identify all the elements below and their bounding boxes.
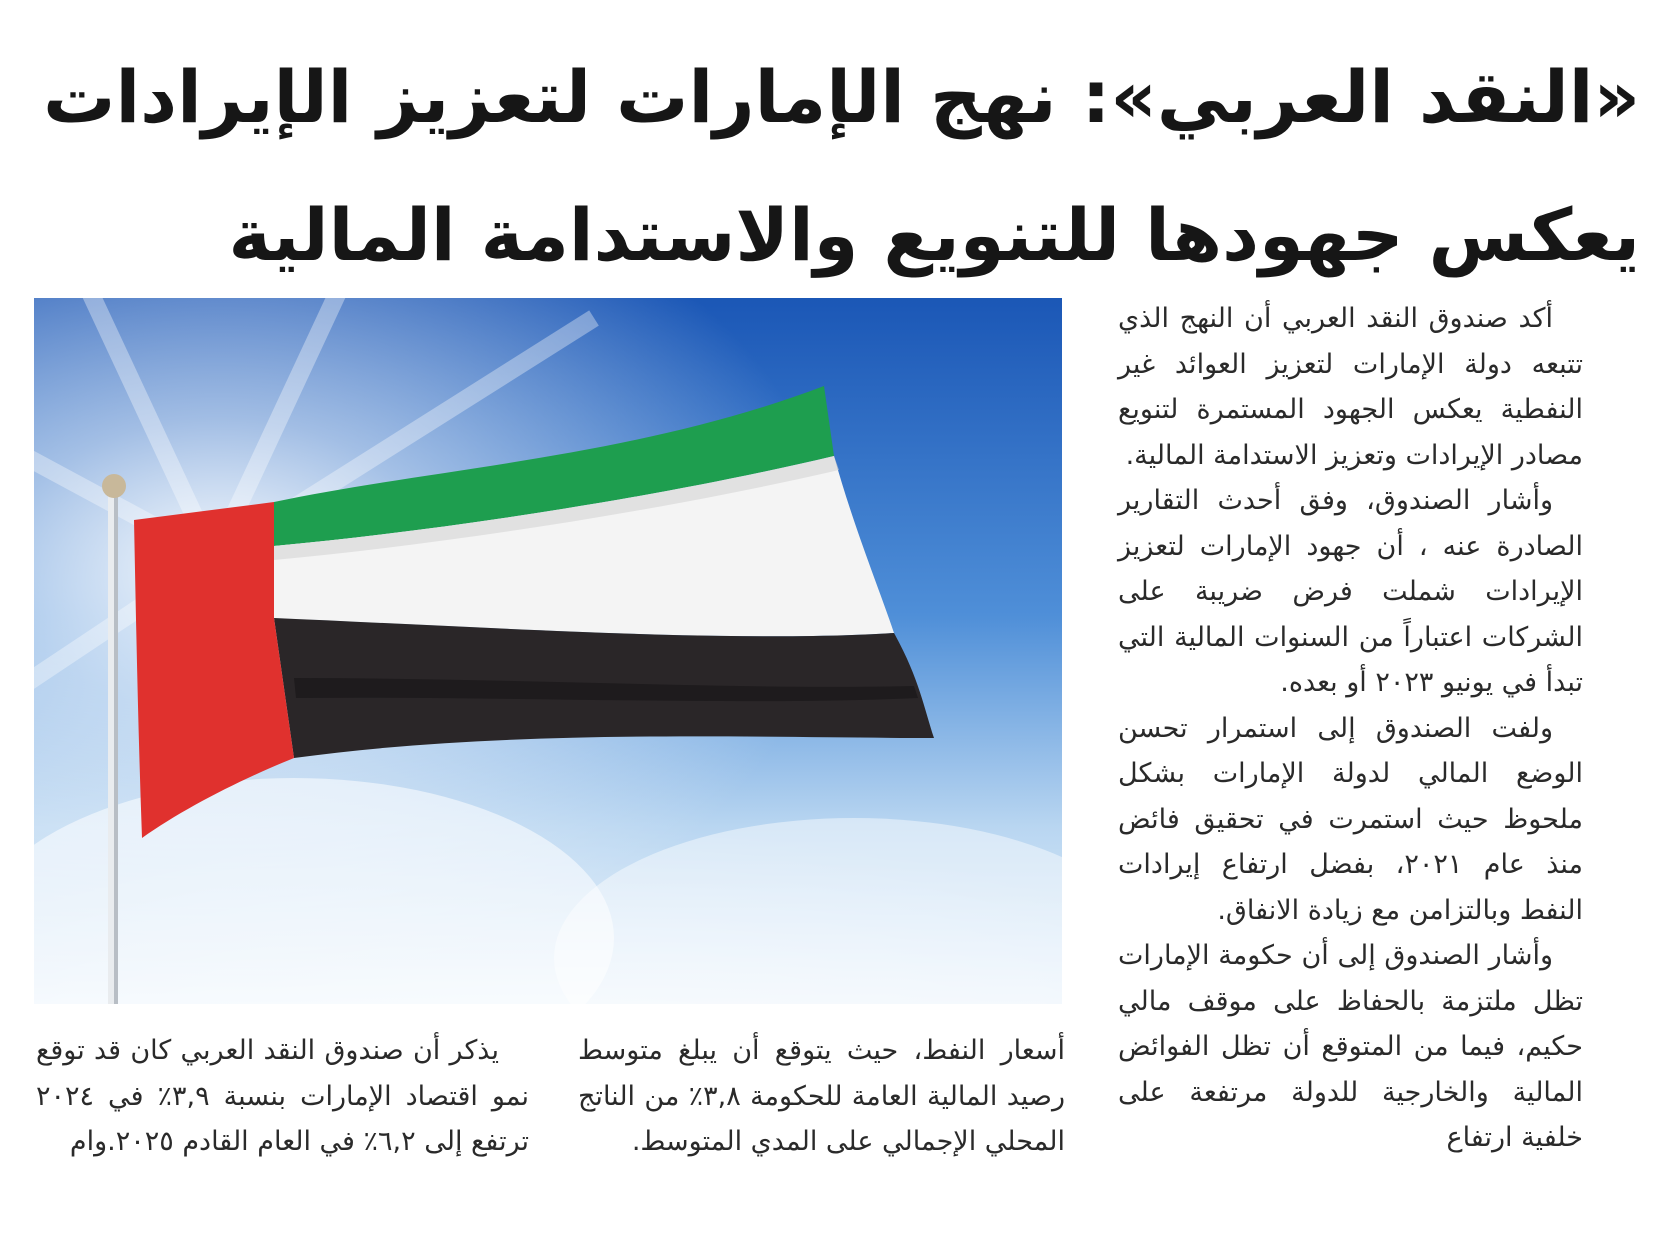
article-column-right <box>1118 296 1583 1161</box>
paragraph: أكد صندوق النقد العربي أن النهج الذي تتبعه دولة الإمارات لتعزيز العوائد غير النفطية يعكس الجهود المستمرة لتنويع مصادر الإيرادات وتعزيز الاستدامة المالية. <box>1118 303 1583 471</box>
paragraph: أسعار النفط، حيث يتوقع أن يبلغ متوسط رصيد المالية العامة للحكومة ٣,٨٪ من الناتج المحلي الإجمالي على المدي المتوسط. <box>578 1035 1065 1157</box>
paragraph: يذكر أن صندوق النقد العربي كان قد توقع نمو اقتصاد الإمارات بنسبة ٣,٩٪ في ٢٠٢٤ ترتفع إلى ٦,٢٪ في العام القادم ٢٠٢٥.وام <box>36 1035 529 1157</box>
paragraph: وأشار الصندوق إلى أن حكومة الإمارات تظل ملتزمة بالحفاظ على موقف مالي حكيم، فيما من المتوقع أن تظل الفوائض المالية والخارجية للدولة مرتفعة على خلفية ارتفاع <box>1118 940 1583 1153</box>
article-column-left <box>36 1028 529 1165</box>
paragraph: وأشار الصندوق، وفق أحدث التقارير الصادرة عنه ، أن جهود الإمارات لتعزيز الإيرادات شملت فرض ضريبة على الشركات اعتباراً من السنوات المالية التي تبدأ في يونيو ٢٠٢٣ أو بعده. <box>1118 485 1583 698</box>
flag-icon <box>34 298 1062 1004</box>
uae-flag-photo <box>34 298 1062 1004</box>
headline: «النقد العربي»: نهج الإمارات لتعزيز الإيرادات يعكس جهودها للتنويع والاستدامة المالية <box>43 55 1640 277</box>
paragraph: ولفت الصندوق إلى استمرار تحسن الوضع المالي لدولة الإمارات بشكل ملحوظ حيث استمرت في تحقيق فائض منذ عام ٢٠٢١، بفضل ارتفاع إيرادات النفط وبالتزامن مع زيادة الانفاق. <box>1118 712 1583 926</box>
article-column-middle <box>578 1028 1065 1165</box>
